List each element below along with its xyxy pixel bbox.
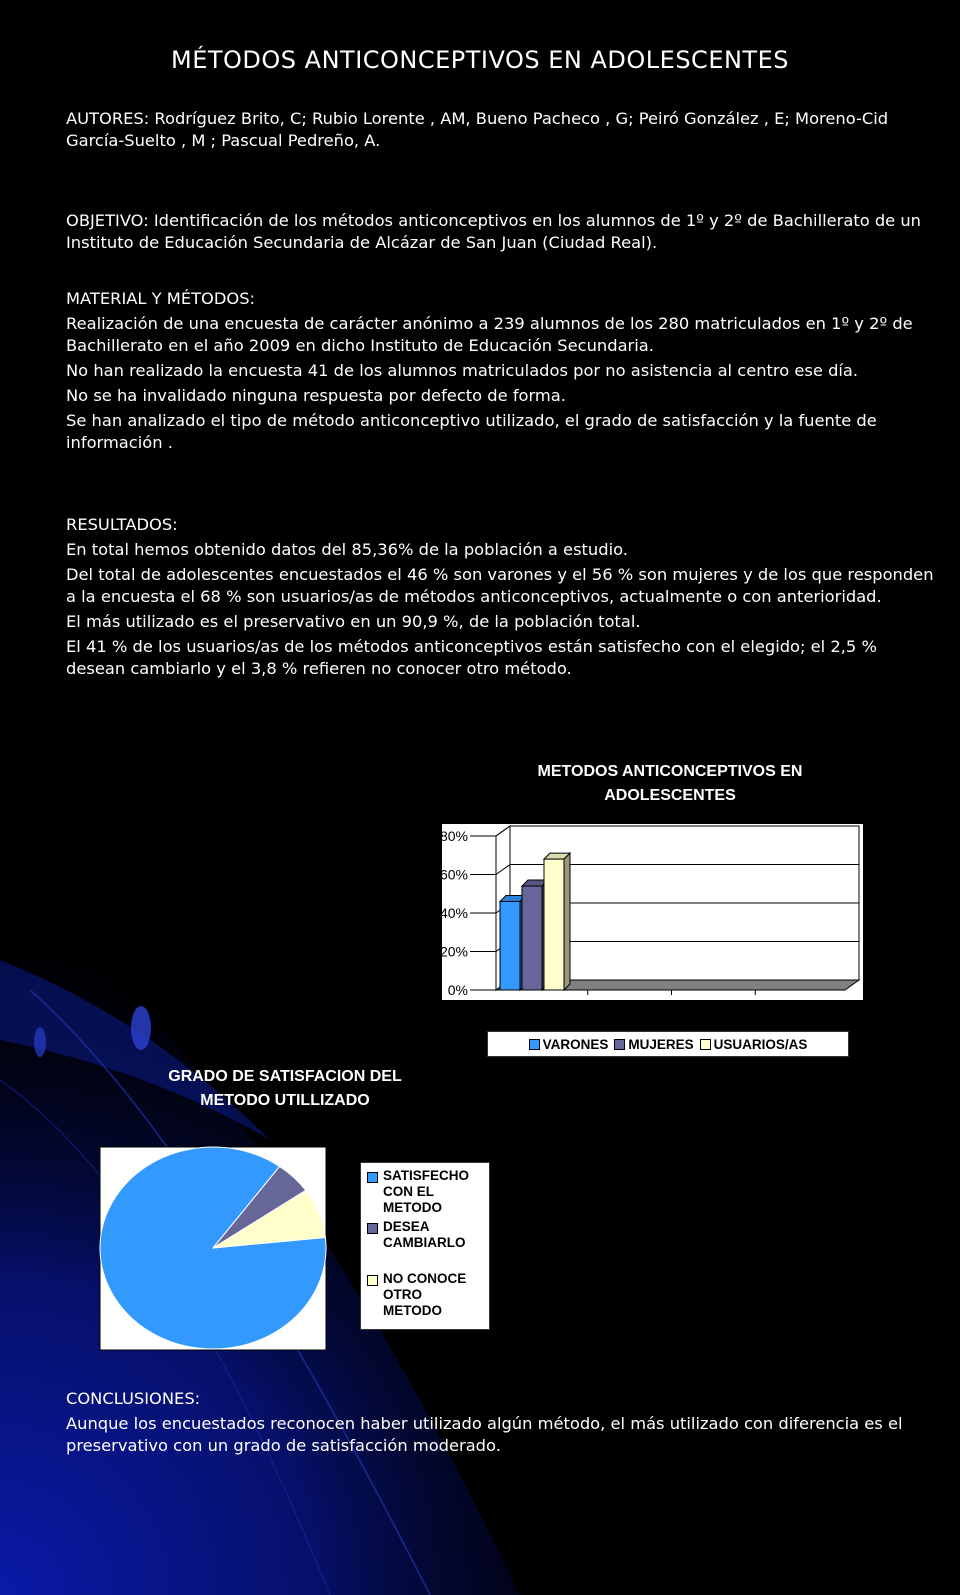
- y-tick-label: 40%: [439, 905, 468, 921]
- legend-swatch: [367, 1275, 378, 1286]
- legend-swatch: [367, 1172, 378, 1183]
- legend-label-line: CAMBIARLO: [383, 1235, 466, 1250]
- legend-label: [383, 1271, 489, 1319]
- y-tick-label: 20%: [439, 943, 468, 960]
- legend-label: VARONES: [542, 1036, 609, 1052]
- conclusions-heading: CONCLUSIONES:: [66, 1389, 201, 1408]
- y-tick-label: 0%: [447, 982, 468, 998]
- bar-chart-title-line: ADOLESCENTES: [604, 787, 736, 804]
- legend-label: MUJERES: [628, 1036, 694, 1052]
- results-heading: RESULTADOS:: [66, 515, 178, 534]
- results-item: El más utilizado es el preservativo en un 90,9 %, de la población total.: [66, 612, 641, 631]
- legend-item-desea-cambiarlo: [367, 1219, 489, 1251]
- legend-label-line: DESEA: [383, 1219, 430, 1234]
- objective-text: OBJETIVO: Identificación de los métodos anticonceptivos en los alumnos de 1º y 2º de Bachillerato de un Instituto de Educación Secundaria de Alcázar de San Juan (Ciudad Real).: [66, 211, 922, 252]
- legend-label: [383, 1168, 489, 1216]
- bar-chart-title-line: METODOS ANTICONCEPTIVOS EN: [537, 763, 803, 780]
- legend-label: [383, 1219, 489, 1251]
- methods-item: No se ha invalidado ninguna respuesta por defecto de forma.: [66, 386, 566, 405]
- legend-label-line: OTRO: [383, 1287, 422, 1302]
- results-item: En total hemos obtenido datos del 85,36% de la población a estudio.: [66, 540, 628, 559]
- methods-item: No han realizado la encuesta 41 de los alumnos matriculados por no asistencia al centro ese día.: [66, 361, 859, 380]
- methods-heading: MATERIAL Y MÉTODOS:: [66, 289, 256, 308]
- methods-item: Se han analizado el tipo de método anticonceptivo utilizado, el grado de satisfacción y la fuente de información .: [66, 411, 877, 452]
- legend-item-no-conoce: [367, 1271, 489, 1319]
- y-tick-label: 60%: [439, 866, 468, 883]
- conclusions-section: [66, 1388, 936, 1460]
- y-tick-label: 80%: [439, 828, 468, 844]
- results-item: Del total de adolescentes encuestados el 46 % son varones y el 56 % son mujeres y de los que responden a la encuesta el 68 % son usuarios/as de métodos anticonceptivos, actualmente o con anterioridad.: [66, 565, 934, 606]
- pie-chart-legend: [360, 1162, 490, 1330]
- legend-label-line: CON EL: [383, 1184, 435, 1199]
- poster-title: MÉTODOS ANTICONCEPTIVOS EN ADOLESCENTES: [171, 46, 789, 74]
- legend-swatch: [367, 1223, 378, 1234]
- authors-text: AUTORES: Rodríguez Brito, C; Rubio Lorente , AM, Bueno Pacheco , G; Peiró González , E; Moreno-Cid García-Suelto , M ; Pascual Pedreño, A.: [66, 109, 889, 150]
- conclusions-text: Aunque los encuestados reconocen haber utilizado algún método, el más utilizado con diferencia es el preservativo con un grado de satisfacción moderado.: [66, 1414, 903, 1455]
- results-item: El 41 % de los usuarios/as de los métodos anticonceptivos están satisfecho con el elegido; el 2,5 % desean cambiarlo y el 3,8 % refieren no conocer otro método.: [66, 637, 877, 678]
- legend-label-line: METODO: [383, 1200, 443, 1215]
- legend-label-line: SATISFECHO: [383, 1168, 470, 1183]
- pie-chart-title-line: METODO UTILLIZADO: [200, 1092, 370, 1109]
- pie-chart-title-line: GRADO DE SATISFACION DEL: [168, 1068, 402, 1085]
- legend-label: USUARIOS/AS: [713, 1036, 808, 1052]
- legend-label-line: NO CONOCE: [383, 1271, 467, 1286]
- legend-label-line: METODO: [383, 1303, 443, 1318]
- legend-item-satisfecho: [367, 1168, 489, 1216]
- methods-item: Realización de una encuesta de carácter anónimo a 239 alumnos de los 280 matriculados en 1º y 2º de Bachillerato en el año 2009 en dicho Instituto de Educación Secundaria.: [66, 314, 913, 355]
